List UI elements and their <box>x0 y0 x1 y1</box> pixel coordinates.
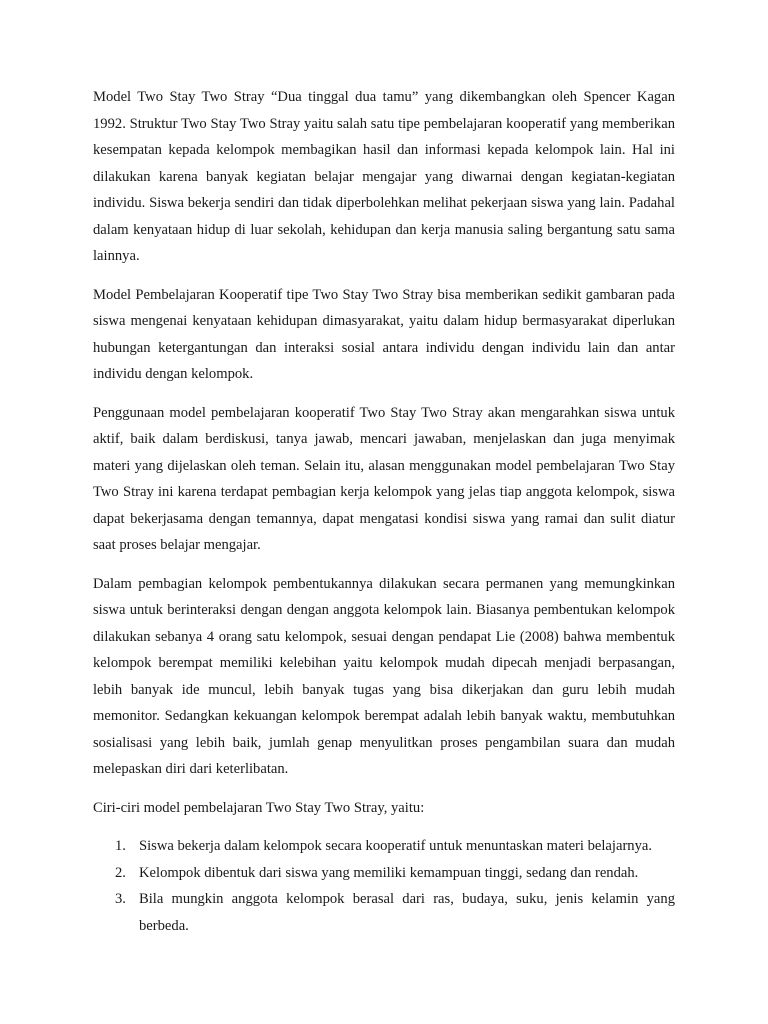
paragraph-4: Dalam pembagian kelompok pembentukannya dilakukan secara permanen yang memungkinkan siswa untuk berinteraksi dengan dengan anggota kelompok lain. Biasanya pembentukan kelompok dilakukan sebanya 4 orang satu kelompok, sesuai dengan pendapat Lie (2008) bahwa membentuk kelompok berempat memiliki kelebihan yaitu kelompok mudah dipecah menjadi berpasangan, lebih banyak ide muncul, lebih banyak tugas yang bisa dikerjakan dan guru lebih mudah memonitor. Sedangkan kekuangan kelompok berempat adalah lebih banyak waktu, membutuhkan sosialisasi yang lebih baik, jumlah genap menyulitkan proses pengambilan suara dan mudah melepaskan diri dari keterlibatan. <box>93 575 675 777</box>
paragraph-5: Ciri-ciri model pembelajaran Two Stay Two Stray, yaitu: <box>93 799 425 816</box>
list-item-text: Siswa bekerja dalam kelompok secara kooperatif untuk menuntaskan materi belajarnya. <box>139 838 653 854</box>
list-item <box>93 860 675 887</box>
paragraph-2: Model Pembelajaran Kooperatif tipe Two Stay Two Stray bisa memberikan sedikit gambaran pada siswa mengenai kenyataan kehidupan dimasyarakat, yaitu dalam hidup bermasyarakat diperlukan hubungan ketergantungan dan interaksi sosial antara individu dengan individu lain dan antar individu dengan kelompok. <box>93 286 675 382</box>
list-item-text: Bila mungkin anggota kelompok berasal dari ras, budaya, suku, jenis kelamin yang berbeda. <box>139 891 675 934</box>
list-item-number: 2. <box>115 864 126 881</box>
document-body <box>93 84 675 939</box>
characteristics-list <box>93 833 675 939</box>
list-item <box>93 833 675 860</box>
paragraph-3: Penggunaan model pembelajaran kooperatif Two Stay Two Stray akan mengarahkan siswa untuk aktif, baik dalam berdiskusi, tanya jawab, mencari jawaban, menjelaskan dan juga menyimak materi yang dijelaskan oleh teman. Selain itu, alasan menggunakan model pembelajaran Two Stay Two Stray ini karena terdapat pembagian kerja kelompok yang jelas tiap anggota kelompok, siswa dapat bekerjasama dengan temannya, dapat mengatasi kondisi siswa yang ramai dan sulit diatur saat proses belajar mengajar. <box>93 404 675 553</box>
list-item-number: 3. <box>115 891 126 907</box>
paragraph-1: Model Two Stay Two Stray “Dua tinggal dua tamu” yang dikembangkan oleh Spencer Kagan 1992. Struktur Two Stay Two Stray yaitu salah satu tipe pembelajaran kooperatif yang memberikan kesempatan kepada kelompok membagikan hasil dan informasi kepada kelompok lain. Hal ini dilakukan karena banyak kegiatan belajar mengajar yang diwarnai dengan kegiatan-kegiatan individu. Siswa bekerja sendiri dan tidak diperbolehkan melihat pekerjaan siswa yang lain. Padahal dalam kenyataan hidup di luar sekolah, kehidupan dan kerja manusia saling bergantung satu sama lainnya. <box>93 89 675 264</box>
list-item-text: Kelompok dibentuk dari siswa yang memiliki kemampuan tinggi, sedang dan rendah. <box>139 864 639 881</box>
list-item-number: 1. <box>115 838 126 854</box>
list-item <box>93 886 675 939</box>
